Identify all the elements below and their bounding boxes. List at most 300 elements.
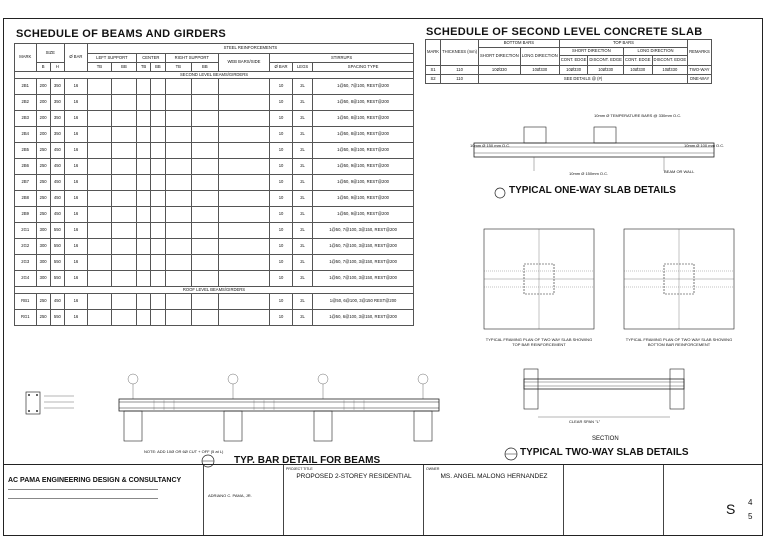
beam-row (15, 294, 414, 310)
th-cont: CONT. EDGE (559, 56, 588, 66)
beam-schedule-table (14, 43, 414, 326)
beam-row (15, 143, 414, 159)
one-way-caption: TYPICAL ONE-WAY SLAB DETAILS (509, 185, 676, 196)
stirrup-legs: 2L (292, 79, 312, 95)
web-bars (218, 239, 269, 255)
bar-count (191, 159, 218, 175)
bar-count (151, 207, 166, 223)
th-stirrups: STIRRUPS (270, 54, 414, 63)
bar-count (112, 175, 137, 191)
th-spacing: SPACING TYPE (313, 63, 414, 72)
stirrup-bar: 10 (270, 111, 293, 127)
web-bars (218, 255, 269, 271)
beam-schedule-title: SCHEDULE OF BEAMS AND GIRDERS (16, 28, 226, 40)
sheet-cell (664, 465, 762, 535)
beam-bar-dia: 16 (64, 223, 87, 239)
slab-row (426, 75, 712, 84)
bar-count (151, 159, 166, 175)
stirrup-bar: 10 (270, 255, 293, 271)
bar-count (136, 127, 150, 143)
bar-count (136, 111, 150, 127)
bar-count (136, 207, 150, 223)
section-label: SECTION (592, 436, 619, 442)
beam-mark: 2G2 (15, 239, 37, 255)
bar-count (112, 223, 137, 239)
bar-count (165, 159, 191, 175)
stirrup-legs: 2L (292, 175, 312, 191)
bar-count (87, 310, 111, 326)
firm-address-lines (8, 489, 158, 499)
beam-bar-dia: 16 (64, 95, 87, 111)
th-bottom-short: SHORT DIRECTION (479, 48, 521, 66)
beam-mark: 2B5 (15, 143, 37, 159)
slab-remarks: TWO-WAY (688, 66, 712, 75)
web-bars (218, 95, 269, 111)
stirrup-bar: 10 (270, 239, 293, 255)
beam-row (15, 271, 414, 287)
owner-label: OWNER (426, 467, 440, 471)
title-block (4, 464, 762, 535)
beam-depth: 450 (50, 159, 64, 175)
clear-span-label: CLEAR SPAN "L" (569, 419, 601, 424)
beam-notes (16, 364, 96, 395)
bar-count (87, 255, 111, 271)
th-top: TOP BARS (559, 40, 687, 48)
beam-bar-dia: 16 (64, 271, 87, 287)
bar-count (112, 310, 137, 326)
bar-count (151, 239, 166, 255)
stirrup-bar: 10 (270, 127, 293, 143)
bar-count (165, 79, 191, 95)
beam-width: 200 (36, 79, 50, 95)
th-left: LEFT SUPPORT (87, 54, 136, 63)
section-roof-level: ROOF LEVEL BEAMS/GIRDERS (15, 287, 414, 294)
bar-count (112, 191, 137, 207)
beam-bar-dia: 16 (64, 79, 87, 95)
bar-count (165, 223, 191, 239)
stirrup-legs: 2L (292, 143, 312, 159)
bar-count (87, 271, 111, 287)
detail-marker-icon (504, 447, 518, 461)
rebar-note-3: 10mm Ø 150mm O.C. (569, 171, 609, 176)
beam-row (15, 191, 414, 207)
slab-bottom-long: 10Ø330 (520, 66, 559, 75)
stirrup-legs: 2L (292, 255, 312, 271)
th-h: H (50, 63, 64, 72)
beam-bar-dia: 16 (64, 111, 87, 127)
beam-depth: 550 (50, 223, 64, 239)
stirrup-bar: 10 (270, 175, 293, 191)
beam-width: 250 (36, 310, 50, 326)
owner-name: MS. ANGEL MALONG HERNANDEZ (440, 473, 548, 480)
stirrup-spacing: 1@50, 8@100, REST@200 (313, 127, 414, 143)
th-sbar: Ø BAR (270, 63, 293, 72)
stirrup-bar: 10 (270, 223, 293, 239)
beam-mark: 2B7 (15, 175, 37, 191)
bar-count (191, 143, 218, 159)
stirrup-legs: 2L (292, 271, 312, 287)
bar-count (191, 207, 218, 223)
slab-row (426, 66, 712, 75)
beam-bar-dia: 16 (64, 143, 87, 159)
bottom-framing-caption: TYPICAL FRAMING PLAN OF TWO WAY SLAB SHOWING BOTTOM BAR REINFORCEMENT (625, 337, 733, 347)
bar-count (165, 127, 191, 143)
beam-mark: 2B8 (15, 191, 37, 207)
stirrup-spacing: 1@50, 9@100, REST@200 (313, 207, 414, 223)
beam-width: 250 (36, 159, 50, 175)
bar-count (136, 294, 150, 310)
bar-count (87, 191, 111, 207)
slab-thickness: 110 (441, 75, 479, 84)
bar-count (191, 255, 218, 271)
beam-mark: RB1 (15, 294, 37, 310)
beam-depth: 350 (50, 95, 64, 111)
beam-width: 300 (36, 255, 50, 271)
bar-count (191, 271, 218, 287)
beam-row (15, 111, 414, 127)
stirrup-spacing: 1@50, 7@100, 3@150, REST@200 (313, 271, 414, 287)
bar-count (151, 271, 166, 287)
bar-count (165, 207, 191, 223)
web-bars (218, 127, 269, 143)
web-bars (218, 191, 269, 207)
web-bars (218, 111, 269, 127)
bar-count (87, 207, 111, 223)
th-bb: BB (151, 63, 166, 72)
rebar-note-1: 10mm Ø 150 mm O.C. (470, 143, 511, 148)
firm-name: AC PAMA ENGINEERING DESIGN & CONSULTANCY (8, 477, 182, 484)
project-cell (284, 465, 424, 535)
stirrup-legs: 2L (292, 111, 312, 127)
slab-bottom-short: 10Ø330 (479, 66, 521, 75)
beam-row (15, 127, 414, 143)
bar-count (165, 175, 191, 191)
th-bb: BB (191, 63, 218, 72)
beam-row (15, 255, 414, 271)
th-remarks: REMARKS (688, 40, 712, 66)
beam-mark: 2B4 (15, 127, 37, 143)
bar-count (112, 271, 137, 287)
beam-bar-dia: 16 (64, 255, 87, 271)
beam-width: 250 (36, 191, 50, 207)
bar-count (87, 239, 111, 255)
bar-count (151, 255, 166, 271)
bar-count (165, 191, 191, 207)
bar-count (165, 239, 191, 255)
stirrup-bar: 10 (270, 159, 293, 175)
stirrup-legs: 2L (292, 191, 312, 207)
bar-count (87, 294, 111, 310)
beam-depth: 450 (50, 207, 64, 223)
th-tb: TB (165, 63, 191, 72)
beam-bar-dia: 16 (64, 294, 87, 310)
project-label: PROJECT TITLE (286, 467, 313, 471)
web-bars (218, 223, 269, 239)
bar-count (112, 239, 137, 255)
two-way-caption: TYPICAL TWO-WAY SLAB DETAILS (520, 447, 689, 458)
bar-count (191, 95, 218, 111)
beam-row (15, 223, 414, 239)
beam-row (15, 310, 414, 326)
th-bb: BB (112, 63, 137, 72)
th-legs: LEGS (292, 63, 312, 72)
bar-count (191, 175, 218, 191)
slab-thickness: 110 (441, 66, 479, 75)
beam-depth: 450 (50, 175, 64, 191)
stirrup-legs: 2L (292, 239, 312, 255)
bar-count (151, 191, 166, 207)
beam-depth: 350 (50, 127, 64, 143)
beam-width: 250 (36, 294, 50, 310)
beam-row (15, 207, 414, 223)
stirrup-spacing: 1@50, 9@100, REST@200 (313, 143, 414, 159)
bar-count (151, 127, 166, 143)
bar-count (165, 95, 191, 111)
bar-count (165, 294, 191, 310)
beam-depth: 450 (50, 191, 64, 207)
stirrup-spacing: 1@50, 8@100, REST@200 (313, 95, 414, 111)
stirrup-bar: 10 (270, 79, 293, 95)
stirrup-bar: 10 (270, 143, 293, 159)
beam-width: 200 (36, 95, 50, 111)
bar-count (87, 159, 111, 175)
th-bottom: BOTTOM BARS (479, 40, 560, 48)
beam-depth: 450 (50, 143, 64, 159)
th-size: SIZE (36, 44, 64, 63)
bar-count (151, 175, 166, 191)
bar-count (87, 223, 111, 239)
bar-count (151, 223, 166, 239)
web-bars (218, 159, 269, 175)
bar-count (112, 294, 137, 310)
th-disc: DISCONT. EDGE (588, 56, 624, 66)
stirrup-bar: 10 (270, 95, 293, 111)
stirrup-spacing: 1@50, 6@100, 3@150, REST@200 (313, 310, 414, 326)
bar-count (165, 111, 191, 127)
top-framing-caption: TYPICAL FRAMING PLAN OF TWO WAY SLAB SHOWING TOP BAR REINFORCEMENT (485, 337, 593, 347)
drawing-sheet (3, 18, 763, 536)
remarks-cell (564, 465, 664, 535)
owner-cell (424, 465, 564, 535)
beam-width: 250 (36, 207, 50, 223)
bar-count (87, 175, 111, 191)
bar-count (112, 255, 137, 271)
stirrup-legs: 2L (292, 207, 312, 223)
slab-schedule-table (425, 39, 712, 84)
bar-count (136, 271, 150, 287)
th-bottom-long: LONG DIRECTION (520, 48, 559, 66)
sheet-total: 5 (748, 512, 753, 521)
stirrup-spacing: 1@50, 8@100, REST@200 (313, 111, 414, 127)
bar-count (136, 79, 150, 95)
bar-count (87, 95, 111, 111)
project-title: PROPOSED 2-STOREY RESIDENTIAL (296, 473, 412, 480)
bar-count (191, 127, 218, 143)
th-tb: TB (136, 63, 150, 72)
beam-mark: 2G1 (15, 223, 37, 239)
bar-count (136, 175, 150, 191)
slab-mark: S2 (426, 75, 441, 84)
beam-bar-dia: 16 (64, 159, 87, 175)
beam-depth: 550 (50, 310, 64, 326)
bar-count (112, 143, 137, 159)
bar-count (112, 207, 137, 223)
beam-bar-dia: 16 (64, 175, 87, 191)
stirrup-spacing: 1@50, 7@100, 3@150, REST@200 (313, 255, 414, 271)
bar-count (136, 95, 150, 111)
beam-bar-dia: 16 (64, 310, 87, 326)
bar-count (191, 223, 218, 239)
sheet-letter: S (726, 501, 736, 517)
th-right: RIGHT SUPPORT (165, 54, 218, 63)
slab-mark: S1 (426, 66, 441, 75)
bar-count (136, 223, 150, 239)
th-web: WEB BARS/SIDE (218, 54, 269, 72)
web-bars (218, 175, 269, 191)
beam-width: 300 (36, 239, 50, 255)
stirrup-spacing: 1@50, 7@100, REST@200 (313, 79, 414, 95)
bar-count (136, 191, 150, 207)
beam-mark: 2B3 (15, 111, 37, 127)
firm-cell (4, 465, 204, 535)
stirrup-legs: 2L (292, 294, 312, 310)
web-bars (218, 143, 269, 159)
beam-row (15, 95, 414, 111)
stirrup-spacing: 1@50, 9@100, REST@200 (313, 159, 414, 175)
web-bars (218, 271, 269, 287)
bar-detail-caption: TYP. BAR DETAIL FOR BEAMS (234, 455, 381, 466)
th-mark: MARK (15, 44, 37, 72)
beam-depth: 450 (50, 294, 64, 310)
temp-bars-note: 10mm Ø TEMPERATURE BARS @ 330mm O.C. (594, 113, 682, 118)
bar-count (191, 310, 218, 326)
bar-count (136, 143, 150, 159)
beam-row (15, 239, 414, 255)
beam-bar-dia: 16 (64, 239, 87, 255)
bar-count (165, 310, 191, 326)
stirrup-bar: 10 (270, 294, 293, 310)
th-steel: STEEL REINFORCEMENTS (87, 44, 413, 54)
beam-bar-dia: 16 (64, 207, 87, 223)
engineer-name: ADRIANO C. PAMA, JR. (208, 493, 252, 498)
rebar-note-2: 10mm Ø 100 mm O.C. (684, 143, 725, 148)
beam-depth: 550 (50, 271, 64, 287)
slab-top-short-disc: 10Ø330 (588, 66, 624, 75)
beam-bar-dia: 16 (64, 191, 87, 207)
beam-or-wall-note: BEAM OR WALL (664, 169, 695, 174)
stirrup-bar: 10 (270, 191, 293, 207)
bar-count (112, 95, 137, 111)
stirrup-spacing: 1@50, 9@100, REST@200 (313, 191, 414, 207)
sheet-number: 4 (748, 498, 753, 507)
detail-marker-icon (494, 187, 506, 199)
beam-width: 250 (36, 143, 50, 159)
bar-count (151, 310, 166, 326)
bar-count (165, 143, 191, 159)
bar-count (191, 191, 218, 207)
web-bars (218, 79, 269, 95)
beam-mark: 2B9 (15, 207, 37, 223)
stirrup-legs: 2L (292, 223, 312, 239)
bar-count (87, 127, 111, 143)
beam-width: 300 (36, 223, 50, 239)
slab-top-long-disc: 10Ø330 (652, 66, 688, 75)
bar-count (87, 79, 111, 95)
section-second-level: SECOND LEVEL BEAMS/GIRDERS (15, 72, 414, 79)
beam-mark: 2B1 (15, 79, 37, 95)
th-slab-mark: MARK (426, 40, 441, 66)
bar-count (151, 143, 166, 159)
slab-schedule-title: SCHEDULE OF SECOND LEVEL CONCRETE SLAB (426, 26, 703, 38)
bar-count (151, 111, 166, 127)
bar-count (191, 239, 218, 255)
two-way-section-drawing (514, 359, 724, 429)
beam-depth: 350 (50, 111, 64, 127)
th-disc: DISCONT. EDGE (652, 56, 688, 66)
beam-mark: 2G4 (15, 271, 37, 287)
bar-count (112, 79, 137, 95)
beam-mark: RG1 (15, 310, 37, 326)
stirrup-spacing: 1@50, 7@100, 3@150, REST@200 (313, 223, 414, 239)
bar-count (112, 159, 137, 175)
th-dbar: Ø BAR (64, 44, 87, 72)
stirrup-legs: 2L (292, 95, 312, 111)
beam-row (15, 159, 414, 175)
th-center: CENTER (136, 54, 165, 63)
bar-count (112, 127, 137, 143)
slab-see-details: SEE DETAILS @ (#) (479, 75, 688, 84)
beam-mark: 2B6 (15, 159, 37, 175)
beam-mark: 2G3 (15, 255, 37, 271)
bar-count (151, 294, 166, 310)
web-bars (218, 310, 269, 326)
bar-count (87, 143, 111, 159)
beam-width: 200 (36, 127, 50, 143)
bar-count (136, 239, 150, 255)
beam-depth: 350 (50, 79, 64, 95)
web-bars (218, 207, 269, 223)
stirrup-bar: 10 (270, 207, 293, 223)
bar-count (165, 255, 191, 271)
bar-count (191, 79, 218, 95)
bar-detail-note: NOTE: ADD 10Ø OR 6Ø CUT + OFF (5 at L) (144, 449, 224, 454)
th-thickness: THICKNESS (mm) (441, 40, 479, 66)
stirrup-spacing: 1@50, 9@100, REST@200 (313, 175, 414, 191)
stirrup-bar: 10 (270, 310, 293, 326)
th-cont: CONT. EDGE (623, 56, 652, 66)
beam-mark: 2B2 (15, 95, 37, 111)
bar-count (151, 79, 166, 95)
stirrup-legs: 2L (292, 159, 312, 175)
slab-remarks: ONE-WAY (688, 75, 712, 84)
th-top-short: SHORT DIRECTION (559, 48, 623, 56)
bar-count (191, 294, 218, 310)
stirrup-spacing: 1@50, 6@100, 3@150 REST@200 (313, 294, 414, 310)
th-top-long: LONG DIRECTION (623, 48, 687, 56)
bar-count (165, 271, 191, 287)
stirrup-legs: 2L (292, 310, 312, 326)
stirrup-legs: 2L (292, 127, 312, 143)
stirrup-bar: 10 (270, 271, 293, 287)
beam-row (15, 175, 414, 191)
web-bars (218, 294, 269, 310)
beam-section-sketch (24, 390, 84, 420)
bar-count (112, 111, 137, 127)
th-tb: TB (87, 63, 111, 72)
slab-top-short-cont: 10Ø330 (559, 66, 588, 75)
bar-count (136, 255, 150, 271)
beam-depth: 550 (50, 239, 64, 255)
